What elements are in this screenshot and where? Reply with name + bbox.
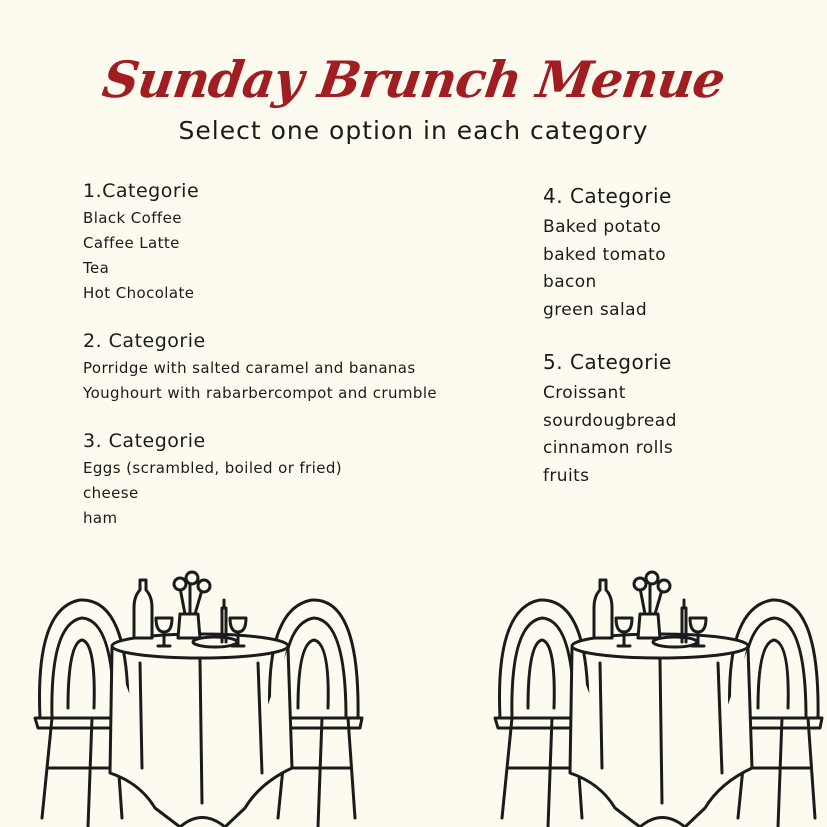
- cafe-table-chairs-icon: [30, 568, 370, 827]
- menu-item: cinnamon rolls: [543, 438, 674, 458]
- menu-item: ham: [83, 509, 118, 527]
- menu-item: Youghourt with rabarbercompot and crumble: [83, 384, 438, 402]
- menu-item: Eggs (scrambled, boiled or fried): [83, 459, 343, 477]
- menu-item: Tea: [83, 259, 110, 277]
- menu-item: Baked potato: [543, 217, 662, 237]
- category-3: [83, 430, 437, 531]
- menu-item: Caffee Latte: [83, 234, 180, 252]
- category-title: 3. Categorie: [83, 430, 206, 452]
- category-4: [543, 184, 677, 324]
- right-column: [543, 184, 677, 516]
- menu-title: Sunday Brunch Menue: [98, 50, 729, 109]
- menu-item: fruits: [543, 465, 590, 486]
- menu-item: Black Coffee: [83, 209, 182, 227]
- category-1: [83, 180, 437, 306]
- cafe-table-illustration-left: [30, 568, 370, 827]
- cafe-table-chairs-icon: [490, 568, 827, 827]
- category-2: [83, 330, 437, 406]
- cafe-table-illustration-right: [490, 568, 827, 827]
- menu-item: baked tomato: [543, 244, 667, 265]
- menu-subtitle: Select one option in each category: [178, 116, 649, 145]
- menu-item: Croissant: [543, 383, 626, 403]
- category-title: 2. Categorie: [83, 330, 206, 352]
- left-column: [83, 180, 437, 555]
- menu-item: Hot Chocolate: [83, 284, 195, 302]
- menu-item: Porridge with salted caramel and bananas: [83, 359, 416, 377]
- menu-item: sourdougbread: [543, 410, 677, 431]
- category-5: [543, 350, 677, 490]
- category-title: 1.Categorie: [83, 180, 200, 202]
- category-title: 5. Categorie: [543, 350, 672, 374]
- menu-item: cheese: [83, 484, 139, 502]
- menu-item: green salad: [543, 299, 648, 320]
- category-title: 4. Categorie: [543, 184, 672, 208]
- menu-item: bacon: [543, 272, 597, 292]
